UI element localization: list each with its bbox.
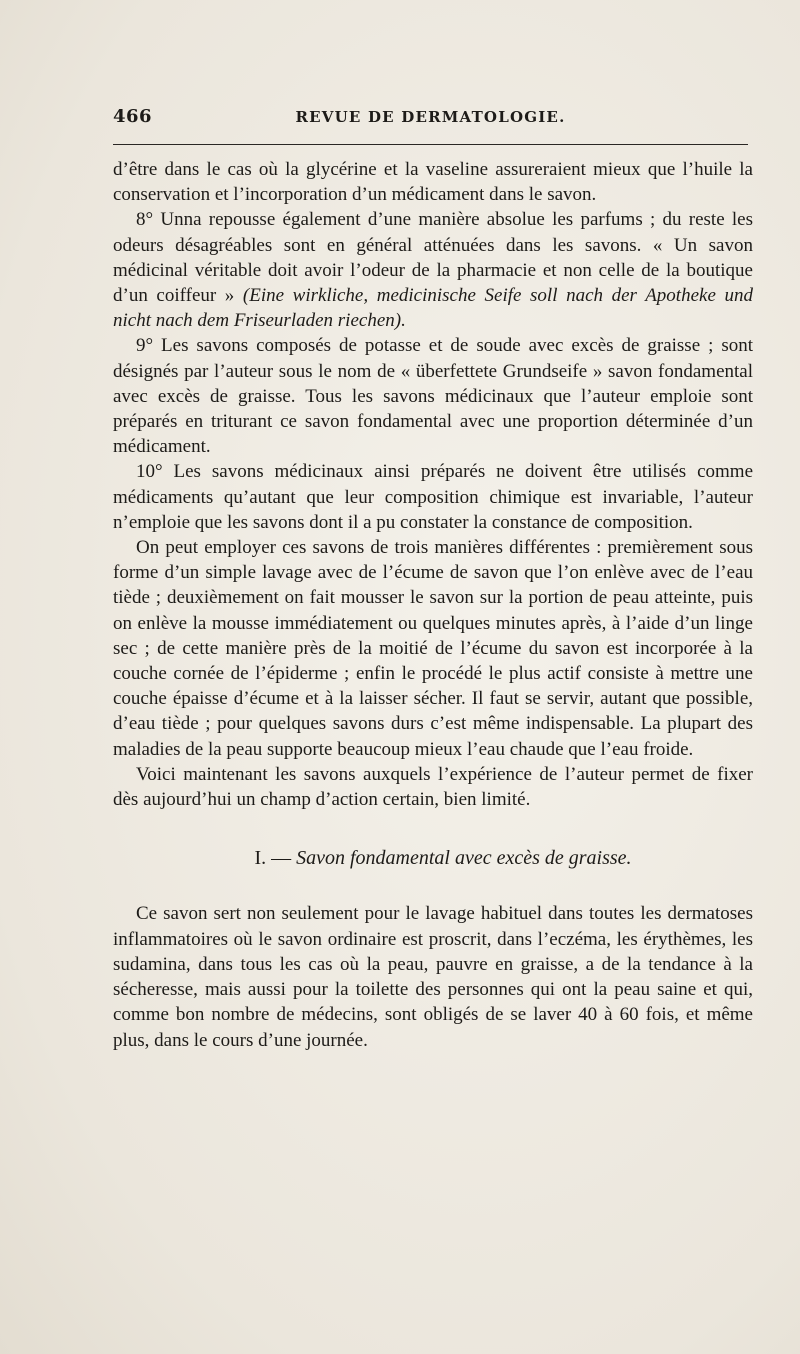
running-title: REVUE DE DERMATOLOGIE.: [295, 108, 566, 126]
paragraph-8: [113, 207, 753, 333]
header-rule: [113, 144, 748, 145]
paragraph-8-text: 8° Unna repousse également d’une manière absolue les parfums ; du reste les odeurs désagréables sont en général atténuées dans les savons. « Un savon médicinal véritable doit avoir l’odeur de la pharmacie et non celle de la boutique d’un coiffeur »: [113, 209, 753, 307]
section-number: I. —: [254, 847, 292, 870]
german-quote: (Eine wirkliche, medicinische Seife soll nach der Apotheke und nicht nach dem Friseurladen riechen).: [113, 285, 753, 332]
page-number: 466: [113, 106, 153, 127]
paragraph-10: 10° Les savons médicinaux ainsi préparés ne doivent être utilisés comme médicaments qu’autant que leur composition chimique est invariable, l’auteur n’emploie que les savons dont il a pu constater la constance de composition.: [113, 461, 753, 533]
paragraph-continuation: d’être dans le cas où la glycérine et la vaseline assureraient mieux que l’huile la conservation et l’incorporation d’un médicament dans le savon.: [113, 159, 753, 206]
paragraph-intro: Voici maintenant les savons auxquels l’expérience de l’auteur permet de fixer dès aujourd’hui un champ d’action certain, bien limité.: [113, 763, 753, 811]
body-text: [113, 157, 753, 1053]
section-title: Savon fondamental avec excès de graisse.: [296, 847, 632, 870]
paragraph-closing: Ce savon sert non seulement pour le lavage habituel dans toutes les dermatoses inflammatoires où le savon ordinaire est proscrit, dans l’eczéma, les érythèmes, les sudamina, dans tous les cas où la peau, pauvre en graisse, a de la tendance à la sécheresse, mais aussi pour la toilette des personnes qui ont la peau saine et qui, comme bon nombre de médecins, sont obligés de se laver 40 à 60 fois, et même plus, dans le cours d’une journée.: [113, 903, 753, 1051]
paragraph-9: 9° Les savons composés de potasse et de soude avec excès de graisse ; sont désignés par l’auteur sous le nom de « überfettete Grundseife » savon fondamental avec excès de graisse. Tous les savons médicinaux que l’auteur emploie sont préparés en triturant ce savon fondamental avec une proportion déterminée d’un médicament.: [113, 335, 753, 458]
page-header: [113, 106, 748, 130]
paragraph-usage: On peut employer ces savons de trois manières différentes : premièrement sous forme d’un simple lavage avec de l’écume de savon que l’on enlève avec de l’eau tiède ; deuxièmement on fait mousser le savon sur la portion de peau atteinte, puis on enlève la mousse immédiatement ou quelques minutes après, à l’aide d’un linge sec ; de cette manière près de la moitié de l’écume du savon est incorporée à la couche cornée de l’épiderme ; enfin le procédé le plus actif consiste à mettre une couche épaisse d’écume et à la laisser sécher. Il faut se servir, autant que possible, d’eau tiède ; pour quelques savons durs c’est même indispensable. La plupart des maladies de la peau supporte beaucoup mieux l’eau chaude que l’eau froide.: [113, 537, 753, 760]
section-heading: [113, 846, 753, 871]
